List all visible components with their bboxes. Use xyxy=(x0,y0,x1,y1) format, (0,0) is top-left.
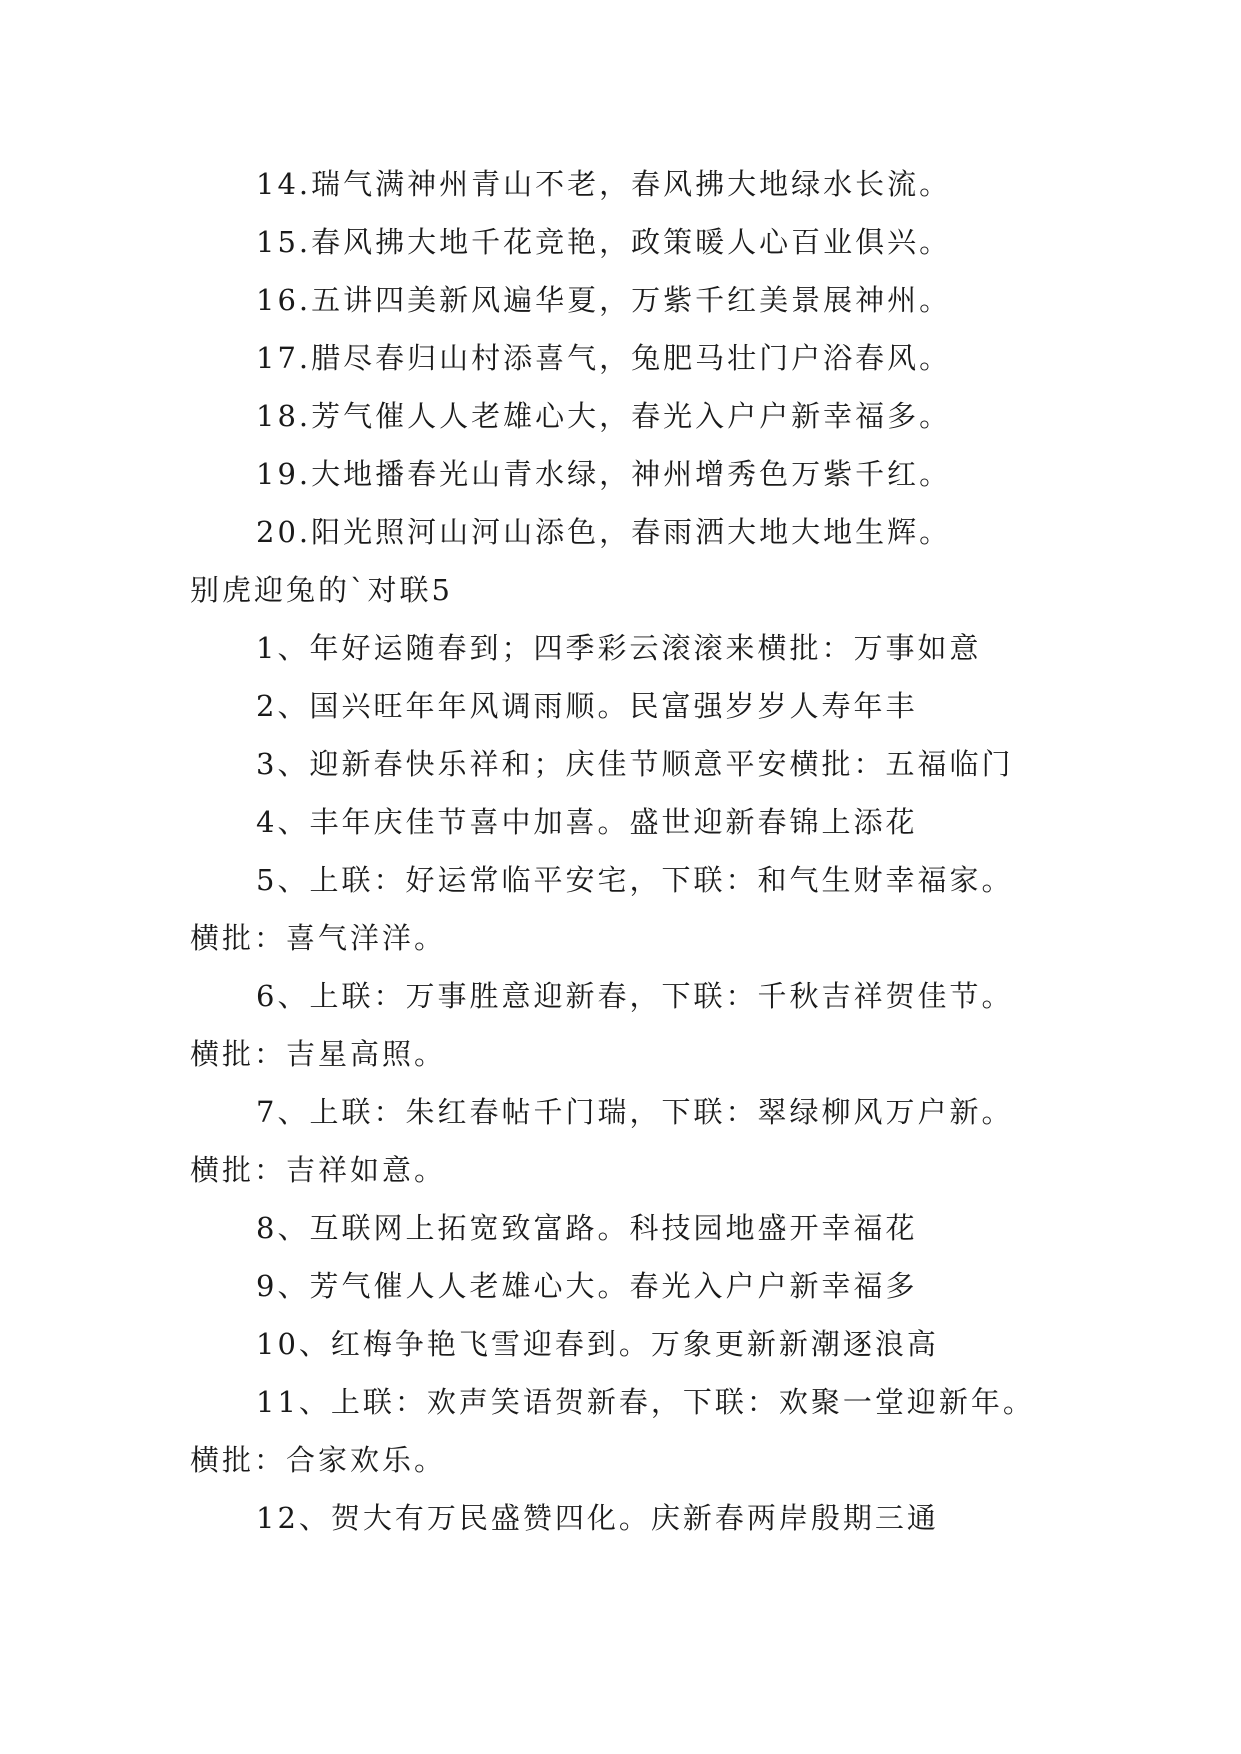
couplet-item-6: 6、上联：万事胜意迎新春，下联：千秋吉祥贺佳节。 xyxy=(256,979,1014,1013)
couplet-line-17: 17.腊尽春归山村添喜气，兔肥马壮门户浴春风。 xyxy=(256,341,952,375)
couplet-item-9: 9、芳气催人人老雄心大。春光入户户新幸福多 xyxy=(256,1269,918,1303)
couplet-item-10: 10、红梅争艳飞雪迎春到。万象更新新潮逐浪高 xyxy=(256,1327,939,1361)
couplet-item-1: 1、年好运随春到；四季彩云滚滚来横批：万事如意 xyxy=(256,631,982,665)
section-heading: 别虎迎兔的`对联5 xyxy=(190,573,453,607)
couplet-item-11-horizontal: 横批：合家欢乐。 xyxy=(190,1443,447,1477)
couplet-item-3: 3、迎新春快乐祥和；庆佳节顺意平安横批：五福临门 xyxy=(256,747,1014,781)
couplet-item-5-horizontal: 横批：喜气洋洋。 xyxy=(190,921,447,955)
couplet-item-2: 2、国兴旺年年风调雨顺。民富强岁岁人寿年丰 xyxy=(256,689,918,723)
couplet-item-4: 4、丰年庆佳节喜中加喜。盛世迎新春锦上添花 xyxy=(256,805,918,839)
couplet-line-20: 20.阳光照河山河山添色，春雨洒大地大地生辉。 xyxy=(256,515,952,549)
couplet-item-12: 12、贺大有万民盛赞四化。庆新春两岸殷期三通 xyxy=(256,1501,939,1535)
couplet-line-18: 18.芳气催人人老雄心大，春光入户户新幸福多。 xyxy=(256,399,952,433)
couplet-item-6-horizontal: 横批：吉星高照。 xyxy=(190,1037,447,1071)
couplet-item-5: 5、上联：好运常临平安宅，下联：和气生财幸福家。 xyxy=(256,863,1014,897)
couplet-item-11: 11、上联：欢声笑语贺新春，下联：欢聚一堂迎新年。 xyxy=(256,1385,1035,1419)
couplet-line-15: 15.春风拂大地千花竞艳，政策暖人心百业俱兴。 xyxy=(256,225,952,259)
couplet-line-16: 16.五讲四美新风遍华夏，万紫千红美景展神州。 xyxy=(256,283,952,317)
couplet-line-14: 14.瑞气满神州青山不老，春风拂大地绿水长流。 xyxy=(256,167,952,201)
couplet-line-19: 19.大地播春光山青水绿，神州增秀色万紫千红。 xyxy=(256,457,952,491)
couplet-item-8: 8、互联网上拓宽致富路。科技园地盛开幸福花 xyxy=(256,1211,918,1245)
document-body xyxy=(190,155,1090,1547)
couplet-item-7: 7、上联：朱红春帖千门瑞，下联：翠绿柳风万户新。 xyxy=(256,1095,1014,1129)
couplet-item-7-horizontal: 横批：吉祥如意。 xyxy=(190,1153,447,1187)
